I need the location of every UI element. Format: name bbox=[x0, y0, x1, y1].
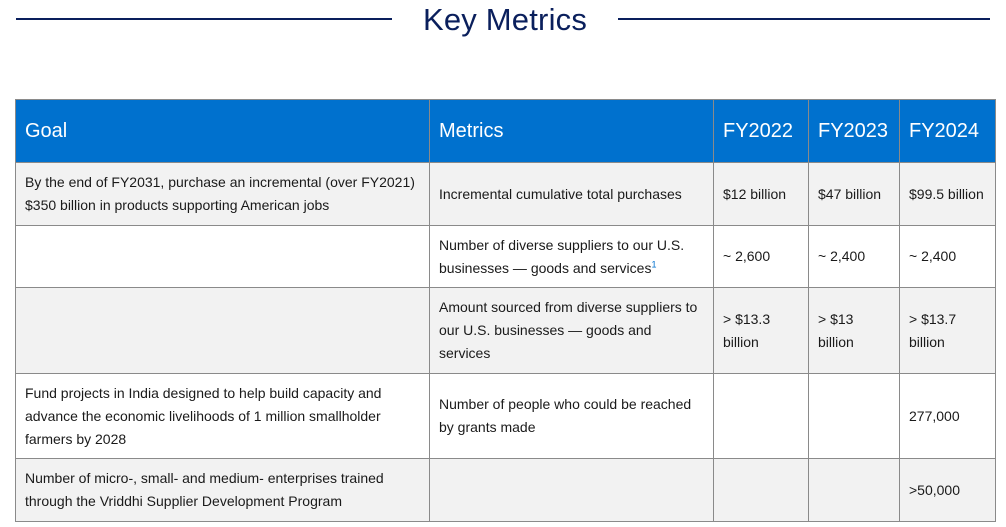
table-row bbox=[16, 288, 996, 374]
cell-goal bbox=[16, 288, 430, 374]
header-rule-right bbox=[618, 18, 990, 20]
table-row bbox=[16, 374, 996, 459]
cell-metric: Amount sourced from diverse suppliers to our U.S. businesses — goods and services bbox=[430, 288, 714, 374]
header-metrics: Metrics bbox=[430, 100, 714, 163]
cell-fy2022 bbox=[714, 459, 809, 522]
page-title: Key Metrics bbox=[422, 2, 588, 37]
footnote-link[interactable]: 1 bbox=[651, 258, 657, 269]
cell-fy2024: $99.5 billion bbox=[900, 163, 996, 226]
cell-goal: Fund projects in India designed to help build capacity and advance the economic livelihoods of 1 million smallholder farmers by 2028 bbox=[16, 374, 430, 459]
cell-fy2023: $47 billion bbox=[809, 163, 900, 226]
table-row bbox=[16, 226, 996, 288]
cell-goal: Number of micro-, small- and medium- enterprises trained through the Vriddhi Supplier Development Program bbox=[16, 459, 430, 522]
header-fy2022: FY2022 bbox=[714, 100, 809, 163]
header-fy2023: FY2023 bbox=[809, 100, 900, 163]
header-goal: Goal bbox=[16, 100, 430, 163]
header-rule-left bbox=[16, 18, 392, 20]
cell-fy2022: > $13.3 billion bbox=[714, 288, 809, 374]
cell-fy2022: ~ 2,600 bbox=[714, 226, 809, 288]
cell-metric-text: Number of diverse suppliers to our U.S. businesses — goods and services bbox=[439, 236, 685, 276]
cell-fy2023 bbox=[809, 374, 900, 459]
key-metrics-table bbox=[15, 99, 996, 522]
cell-fy2024: > $13.7 billion bbox=[900, 288, 996, 374]
cell-metric bbox=[430, 226, 714, 288]
cell-fy2022: $12 billion bbox=[714, 163, 809, 226]
cell-fy2024: >50,000 bbox=[900, 459, 996, 522]
cell-fy2023 bbox=[809, 459, 900, 522]
cell-fy2024: 277,000 bbox=[900, 374, 996, 459]
header-fy2024: FY2024 bbox=[900, 100, 996, 163]
cell-goal bbox=[16, 226, 430, 288]
cell-fy2024: ~ 2,400 bbox=[900, 226, 996, 288]
cell-metric bbox=[430, 459, 714, 522]
cell-metric: Number of people who could be reached by grants made bbox=[430, 374, 714, 459]
table-row bbox=[16, 459, 996, 522]
cell-fy2023: > $13 billion bbox=[809, 288, 900, 374]
table-header-row bbox=[16, 100, 996, 163]
section-header bbox=[0, 0, 1006, 44]
cell-fy2022 bbox=[714, 374, 809, 459]
cell-metric: Incremental cumulative total purchases bbox=[430, 163, 714, 226]
cell-fy2023: ~ 2,400 bbox=[809, 226, 900, 288]
cell-goal: By the end of FY2031, purchase an incremental (over FY2021) $350 billion in products supporting American jobs bbox=[16, 163, 430, 226]
table-row bbox=[16, 163, 996, 226]
